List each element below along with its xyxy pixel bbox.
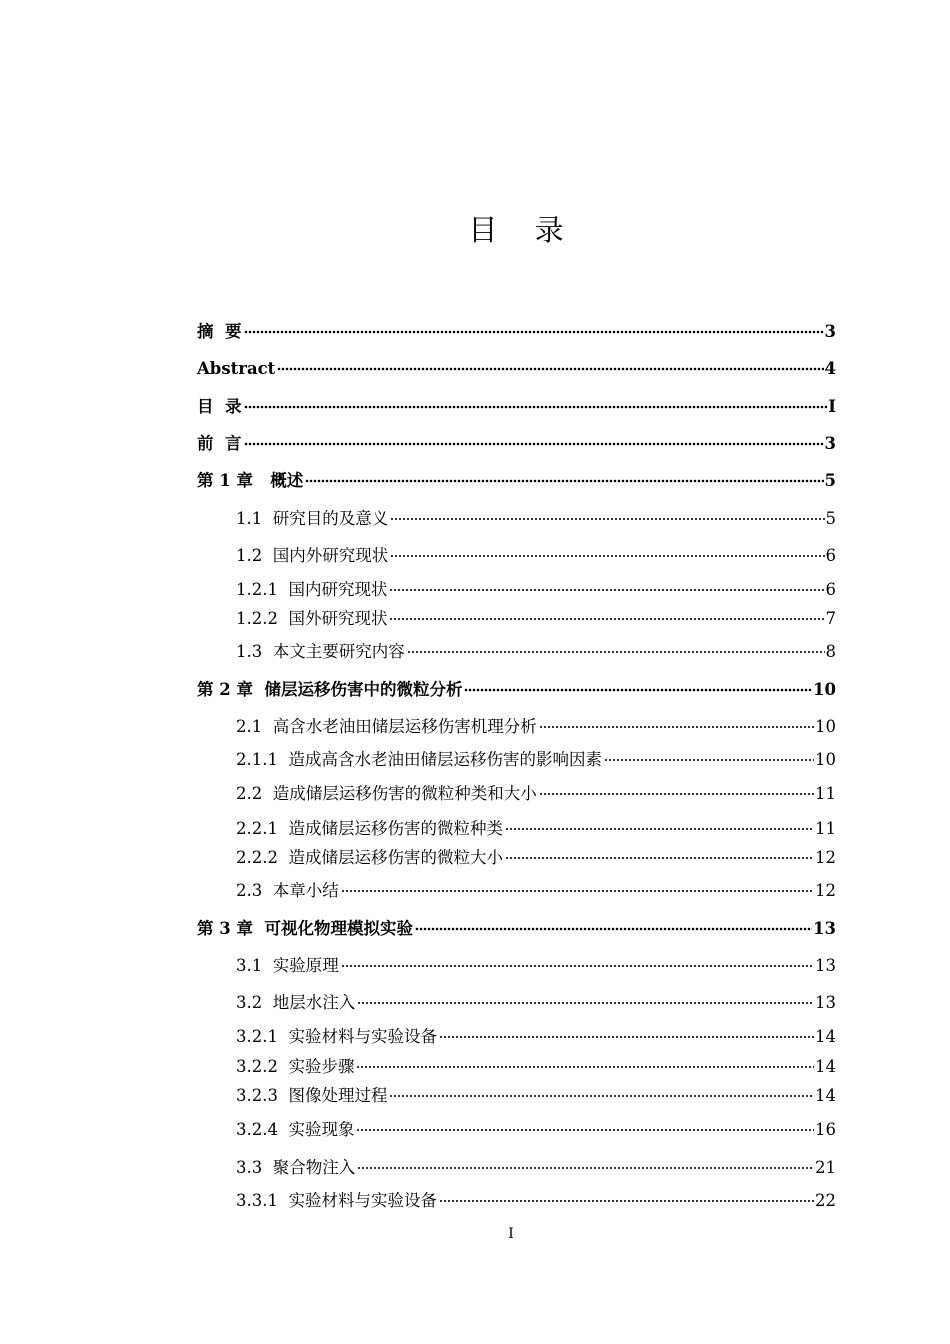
toc-entry-page: 8 [825,642,836,661]
toc-dot-leader [439,1184,814,1206]
toc-entry-page: 13 [813,919,836,938]
toc-entry-section-2-3[interactable] [236,874,836,902]
toc-entry-label: 2.2.2 造成储层运移伤害的微粒大小 [236,848,503,867]
toc-entry-section-1-3[interactable] [236,635,836,663]
page-number: I [508,1226,514,1242]
toc-dot-leader [390,502,824,524]
toc-entry-chapter-3[interactable] [197,912,836,940]
toc-entry-chapter-2[interactable] [197,673,836,701]
toc-entry-page: 12 [815,848,836,867]
toc-entry-page: 14 [815,1027,836,1046]
toc-dot-leader [341,874,814,896]
toc-dot-leader [389,602,824,624]
toc-dot-leader [244,427,824,449]
toc-entry-section-2-2-1[interactable] [236,812,836,840]
toc-entry-page: 10 [815,717,836,736]
toc-entry-section-2-2-2[interactable] [236,841,836,869]
toc-dot-leader [305,464,823,486]
toc-entry-label: 1.1 研究目的及意义 [236,509,389,528]
toc-entry-label: 目 录 [197,397,242,416]
toc-entry-label: 3.1 实验原理 [236,956,339,975]
toc-entry-page: 14 [815,1086,836,1105]
toc-dot-leader [439,1020,814,1042]
toc-entry-section-3-3-1[interactable] [236,1184,836,1212]
toc-entry-label: 2.3 本章小结 [236,881,339,900]
toc-entry-section-1-2-1[interactable] [236,573,836,601]
toc-entry-label: Abstract [197,359,276,378]
toc-entry-page: 10 [815,750,836,769]
toc-entry-label: 第 2 章 储层运移伤害中的微粒分析 [197,680,463,699]
toc-entry-label: 摘 要 [197,322,242,341]
toc-entry-label: 3.2.4 实验现象 [236,1120,355,1139]
page-title: 目 录 [468,213,578,247]
toc-dot-leader [505,812,814,834]
toc-entry-section-2-2[interactable] [236,777,836,805]
toc-entry-page: I [828,397,836,416]
toc-entry-label: 1.2.2 国外研究现状 [236,609,388,628]
toc-entry-section-3-2-2[interactable] [236,1050,836,1078]
toc-dot-leader [604,743,814,765]
toc-entry-page: 10 [813,680,836,699]
toc-entry-section-1-2[interactable] [236,539,836,567]
toc-dot-leader [356,1113,814,1135]
toc-entry-section-3-2-1[interactable] [236,1020,836,1048]
toc-entry-section-3-2-3[interactable] [236,1079,836,1107]
toc-entry-chapter-1[interactable] [197,464,836,492]
toc-entry-page: 7 [825,609,836,628]
toc-entry-page: 22 [815,1191,836,1210]
toc-entry-page: 5 [824,471,836,490]
toc-entry-label: 第 1 章 概述 [197,471,304,490]
toc-entry-section-2-1[interactable] [236,710,836,738]
toc-entry-label: 1.3 本文主要研究内容 [236,642,405,661]
toc-entry-label: 2.1.1 造成高含水老油田储层运移伤害的影响因素 [236,750,602,769]
toc-entry-label: 3.3 聚合物注入 [236,1158,356,1177]
toc-dot-leader [244,390,828,412]
toc-entry-label: 2.2 造成储层运移伤害的微粒种类和大小 [236,784,537,803]
toc-entry-contents[interactable] [197,390,836,418]
toc-entry-page: 11 [815,784,836,803]
toc-entry-page: 21 [815,1158,836,1177]
toc-entry-page: 4 [824,359,836,378]
toc-entry-abstract-cn[interactable] [197,315,836,343]
toc-dot-leader [244,315,824,337]
toc-entry-section-2-1-1[interactable] [236,743,836,771]
toc-entry-label: 2.1 高含水老油田储层运移伤害机理分析 [236,717,537,736]
toc-dot-leader [357,1151,814,1173]
toc-entry-label: 3.2.2 实验步骤 [236,1057,355,1076]
toc-dot-leader [464,673,812,695]
toc-entry-label: 1.2 国内外研究现状 [236,546,389,565]
toc-entry-abstract-en[interactable] [197,352,836,380]
toc-dot-leader [389,1079,814,1101]
toc-dot-leader [389,573,824,595]
toc-entry-section-1-1[interactable] [236,502,836,530]
toc-dot-leader [539,710,814,732]
toc-entry-page: 6 [825,546,836,565]
toc-entry-label: 第 3 章 可视化物理模拟实验 [197,919,413,938]
toc-entry-section-3-2-4[interactable] [236,1113,836,1141]
toc-entry-section-1-2-2[interactable] [236,602,836,630]
toc-entry-label: 前 言 [197,434,242,453]
toc-entry-page: 11 [815,819,836,838]
toc-entry-label: 3.2.3 图像处理过程 [236,1086,388,1105]
toc-dot-leader [356,1050,814,1072]
toc-dot-leader [539,777,814,799]
toc-entry-page: 3 [824,434,836,453]
toc-entry-page: 3 [824,322,836,341]
toc-entry-page: 6 [825,580,836,599]
toc-entry-page: 12 [815,881,836,900]
toc-entry-page: 13 [815,993,836,1012]
toc-dot-leader [390,539,824,561]
toc-dot-leader [415,912,812,934]
toc-dot-leader [277,352,823,374]
toc-dot-leader [407,635,825,657]
toc-entry-label: 3.2 地层水注入 [236,993,356,1012]
toc-entry-page: 14 [815,1057,836,1076]
toc-entry-page: 5 [825,509,836,528]
toc-dot-leader [357,986,814,1008]
toc-entry-label: 3.3.1 实验材料与实验设备 [236,1191,437,1210]
toc-entry-page: 13 [815,956,836,975]
toc-entry-label: 3.2.1 实验材料与实验设备 [236,1027,437,1046]
toc-dot-leader [341,949,814,971]
toc-entry-preface[interactable] [197,427,836,455]
toc-dot-leader [505,841,814,863]
toc-entry-section-3-3[interactable] [236,1151,836,1179]
toc-entry-label: 2.2.1 造成储层运移伤害的微粒种类 [236,819,503,838]
toc-entry-section-3-1[interactable] [236,949,836,977]
toc-entry-section-3-2[interactable] [236,986,836,1014]
toc-entry-page: 16 [815,1120,836,1139]
toc-entry-label: 1.2.1 国内研究现状 [236,580,388,599]
